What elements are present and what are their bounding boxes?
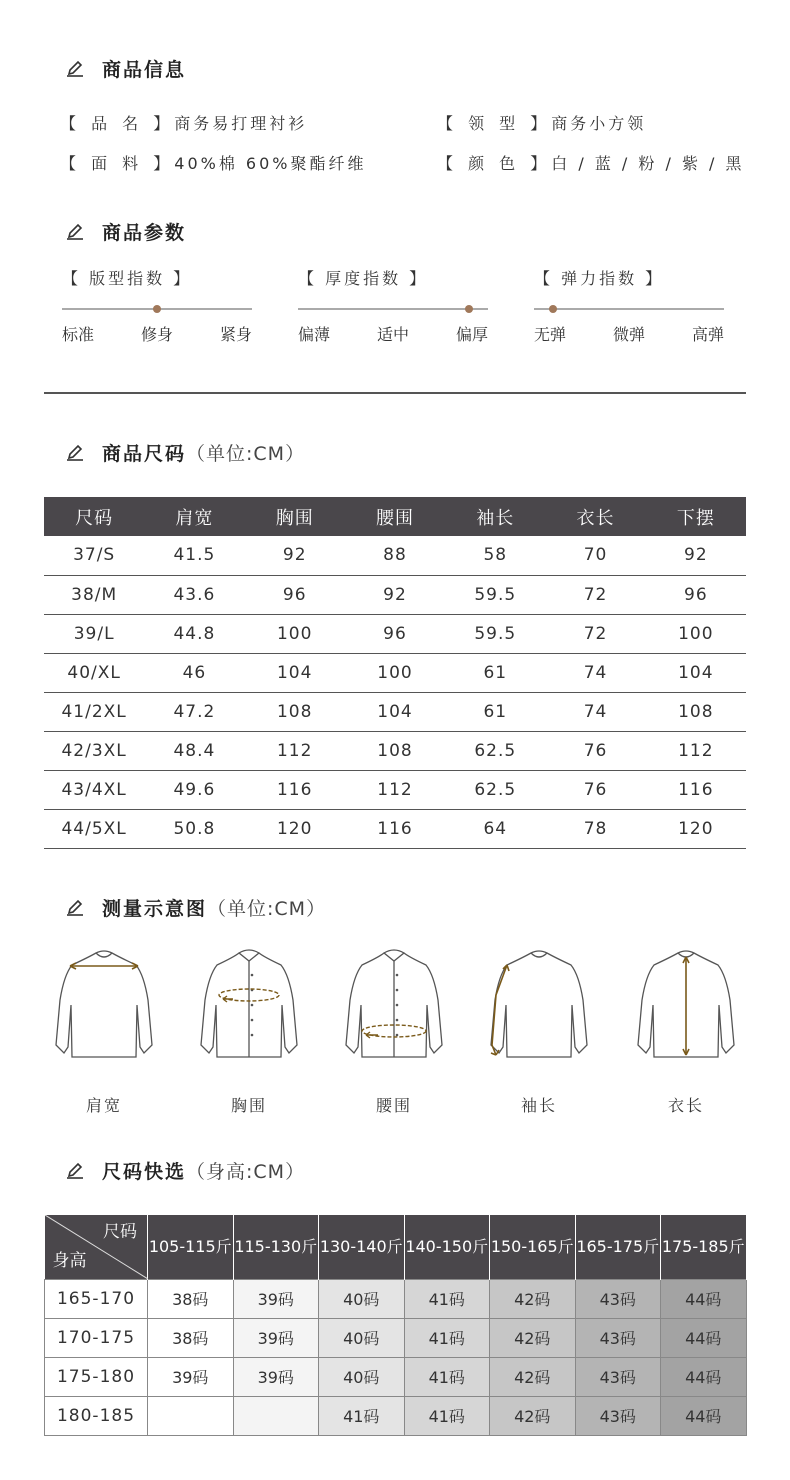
- table-cell: 43.6: [144, 575, 244, 614]
- quick-select-column-header: 150-165斤: [490, 1215, 576, 1279]
- size-cell: 40码: [319, 1318, 405, 1357]
- size-chart-header-row: [44, 497, 746, 536]
- table-row: [44, 575, 746, 614]
- size-chart-header-cell: 胸围: [245, 497, 345, 536]
- measure-figures: [44, 945, 746, 1125]
- info-color-value: 白 / 蓝 / 粉 / 紫 / 黑: [551, 154, 745, 173]
- size-cell: [148, 1396, 234, 1435]
- section-title-text: 商品尺码: [102, 442, 187, 465]
- table-cell: 116: [646, 770, 746, 809]
- table-cell: 43/4XL: [44, 770, 144, 809]
- info-collar: [437, 111, 646, 134]
- table-cell: 46: [144, 653, 244, 692]
- size-cell: 39码: [233, 1318, 319, 1357]
- section-title-product-info: [66, 53, 186, 83]
- figure-label: 袖长: [520, 1096, 557, 1115]
- section-title-params: [66, 216, 186, 246]
- section-title-text: 商品信息: [102, 58, 187, 81]
- size-cell: 42码: [490, 1396, 576, 1435]
- size-cell: 43码: [575, 1318, 661, 1357]
- param-label: 【 弹力指数 】: [534, 269, 665, 288]
- quick-select-column-header: 105-115斤: [148, 1215, 234, 1279]
- section-divider: [44, 392, 746, 394]
- table-cell: 120: [646, 809, 746, 848]
- table-cell: 112: [345, 770, 445, 809]
- size-chart-header-cell: 肩宽: [144, 497, 244, 536]
- table-row: [44, 614, 746, 653]
- info-name-value: 商务易打理衬衫: [174, 114, 308, 133]
- param-scale: [534, 308, 724, 310]
- size-cell: 44码: [661, 1318, 747, 1357]
- table-cell: 70: [545, 536, 645, 575]
- figure-length: [626, 945, 746, 1116]
- table-cell: 48.4: [144, 731, 244, 770]
- section-title-unit: （单位:CM）: [186, 442, 306, 465]
- table-cell: 74: [545, 653, 645, 692]
- param-option: 适中: [376, 325, 409, 344]
- table-row: [44, 731, 746, 770]
- table-cell: 100: [345, 653, 445, 692]
- table-cell: 116: [245, 770, 345, 809]
- size-chart-header-cell: 衣长: [545, 497, 645, 536]
- size-chart-header-cell: 腰围: [345, 497, 445, 536]
- section-title-text: 尺码快选: [102, 1160, 187, 1183]
- size-cell: 39码: [233, 1357, 319, 1396]
- table-cell: 44/5XL: [44, 809, 144, 848]
- param-option: 标准: [62, 325, 95, 344]
- table-cell: 76: [545, 731, 645, 770]
- pen-icon: [66, 222, 84, 240]
- param-scale: [298, 308, 488, 310]
- size-cell: 44码: [661, 1396, 747, 1435]
- height-range-cell: 165-170: [45, 1279, 148, 1318]
- height-range-cell: 175-180: [45, 1357, 148, 1396]
- shirt-back-shoulder-icon: [44, 945, 164, 1067]
- table-cell: 108: [345, 731, 445, 770]
- section-title-measure: [66, 892, 326, 922]
- param-indicator: [153, 305, 161, 313]
- info-name: [60, 111, 307, 134]
- section-title-quick-select: [66, 1155, 305, 1185]
- size-cell: 42码: [490, 1279, 576, 1318]
- table-cell: 100: [646, 614, 746, 653]
- info-fabric-value: 40%棉 60%聚酯纤维: [174, 154, 367, 173]
- height-range-cell: 180-185: [45, 1396, 148, 1435]
- table-cell: 74: [545, 692, 645, 731]
- pen-icon: [66, 443, 84, 461]
- size-cell: 42码: [490, 1318, 576, 1357]
- info-name-key: 【 品 名 】: [60, 114, 175, 133]
- table-cell: 116: [345, 809, 445, 848]
- table-cell: 72: [545, 575, 645, 614]
- param-label: 【 版型指数 】: [62, 269, 193, 288]
- table-cell: 108: [646, 692, 746, 731]
- table-cell: 37/S: [44, 536, 144, 575]
- table-cell: 72: [545, 614, 645, 653]
- figure-label: 胸围: [230, 1096, 267, 1115]
- quick-select-column-header: 115-130斤: [233, 1215, 319, 1279]
- section-title-unit: （单位:CM）: [207, 897, 327, 920]
- size-cell: [233, 1396, 319, 1435]
- table-cell: 61: [445, 692, 545, 731]
- size-chart-header-cell: 尺码: [44, 497, 144, 536]
- table-row: [44, 653, 746, 692]
- table-cell: 112: [646, 731, 746, 770]
- param-scale: [62, 308, 252, 310]
- size-cell: 44码: [661, 1357, 747, 1396]
- table-cell: 96: [345, 614, 445, 653]
- param-elasticity: [534, 266, 724, 345]
- table-cell: 42/3XL: [44, 731, 144, 770]
- shirt-back-length-icon: [626, 945, 746, 1067]
- corner-bottom-label: 身高: [52, 1250, 87, 1271]
- size-chart-header-cell: 下摆: [646, 497, 746, 536]
- quick-select-column-header: 130-140斤: [319, 1215, 405, 1279]
- figure-chest: [189, 945, 309, 1116]
- info-color-key: 【 颜 色 】: [437, 154, 552, 173]
- table-row: [45, 1396, 747, 1435]
- size-cell: 38码: [148, 1279, 234, 1318]
- size-cell: 44码: [661, 1279, 747, 1318]
- table-cell: 40/XL: [44, 653, 144, 692]
- pen-icon: [66, 898, 84, 916]
- size-cell: 43码: [575, 1357, 661, 1396]
- param-fit: [62, 266, 252, 345]
- corner-top-label: 尺码: [103, 1222, 137, 1242]
- table-cell: 58: [445, 536, 545, 575]
- table-row: [45, 1357, 747, 1396]
- size-cell: 38码: [148, 1318, 234, 1357]
- table-cell: 62.5: [445, 731, 545, 770]
- size-cell: 39码: [148, 1357, 234, 1396]
- param-label: 【 厚度指数 】: [298, 269, 429, 288]
- quick-select-table: [44, 1215, 747, 1436]
- pen-icon: [66, 59, 84, 77]
- shirt-front-chest-icon: [189, 945, 309, 1067]
- info-fabric-key: 【 面 料 】: [60, 154, 175, 173]
- height-range-cell: 170-175: [45, 1318, 148, 1357]
- figure-label: 肩宽: [85, 1096, 122, 1115]
- table-cell: 59.5: [445, 575, 545, 614]
- figure-shoulder: [44, 945, 164, 1116]
- table-cell: 96: [646, 575, 746, 614]
- table-cell: 76: [545, 770, 645, 809]
- info-collar-key: 【 领 型 】: [437, 114, 552, 133]
- section-title-size-chart: [66, 437, 305, 467]
- size-cell: 43码: [575, 1279, 661, 1318]
- figure-waist: [334, 945, 454, 1116]
- quick-select-column-header: 140-150斤: [404, 1215, 490, 1279]
- param-thickness: [298, 266, 488, 345]
- table-row: [45, 1318, 747, 1357]
- size-cell: 41码: [404, 1396, 490, 1435]
- table-row: [44, 809, 746, 848]
- shirt-back-sleeve-icon: [479, 945, 599, 1067]
- table-cell: 41.5: [144, 536, 244, 575]
- section-title-unit: （身高:CM）: [186, 1160, 306, 1183]
- size-cell: 39码: [233, 1279, 319, 1318]
- size-cell: 41码: [404, 1279, 490, 1318]
- table-cell: 108: [245, 692, 345, 731]
- figure-label: 腰围: [375, 1096, 412, 1115]
- shirt-front-waist-icon: [334, 945, 454, 1067]
- table-row: [44, 536, 746, 575]
- info-fabric: [60, 151, 366, 174]
- info-collar-value: 商务小方领: [551, 114, 647, 133]
- table-cell: 92: [245, 536, 345, 575]
- table-cell: 49.6: [144, 770, 244, 809]
- pen-icon: [66, 1161, 84, 1179]
- table-cell: 44.8: [144, 614, 244, 653]
- quick-select-header-row: [45, 1215, 747, 1279]
- table-cell: 61: [445, 653, 545, 692]
- table-cell: 62.5: [445, 770, 545, 809]
- table-cell: 96: [245, 575, 345, 614]
- size-chart-table: [44, 497, 746, 849]
- table-cell: 41/2XL: [44, 692, 144, 731]
- table-cell: 92: [646, 536, 746, 575]
- size-cell: 40码: [319, 1279, 405, 1318]
- table-cell: 88: [345, 536, 445, 575]
- param-option: 微弹: [612, 325, 645, 344]
- table-cell: 104: [646, 653, 746, 692]
- size-cell: 41码: [404, 1318, 490, 1357]
- table-cell: 112: [245, 731, 345, 770]
- info-color: [437, 151, 745, 174]
- quick-select-column-header: 165-175斤: [575, 1215, 661, 1279]
- param-option: 偏厚: [455, 325, 488, 344]
- table-row: [45, 1279, 747, 1318]
- table-cell: 104: [345, 692, 445, 731]
- size-cell: 41码: [404, 1357, 490, 1396]
- figure-label: 衣长: [667, 1096, 704, 1115]
- table-cell: 59.5: [445, 614, 545, 653]
- table-cell: 47.2: [144, 692, 244, 731]
- param-option: 紧身: [219, 325, 252, 344]
- quick-select-corner: [45, 1215, 148, 1279]
- size-cell: 40码: [319, 1357, 405, 1396]
- param-indicator: [549, 305, 557, 313]
- section-title-text: 测量示意图: [102, 897, 208, 920]
- size-cell: 42码: [490, 1357, 576, 1396]
- table-cell: 64: [445, 809, 545, 848]
- param-indicator: [465, 305, 473, 313]
- table-row: [44, 770, 746, 809]
- table-cell: 104: [245, 653, 345, 692]
- table-row: [44, 692, 746, 731]
- table-cell: 39/L: [44, 614, 144, 653]
- size-cell: 43码: [575, 1396, 661, 1435]
- table-cell: 120: [245, 809, 345, 848]
- table-cell: 92: [345, 575, 445, 614]
- param-option: 高弹: [691, 325, 724, 344]
- size-chart-header-cell: 袖长: [445, 497, 545, 536]
- table-cell: 38/M: [44, 575, 144, 614]
- table-cell: 78: [545, 809, 645, 848]
- section-title-text: 商品参数: [102, 221, 187, 244]
- size-cell: 41码: [319, 1396, 405, 1435]
- quick-select-column-header: 175-185斤: [661, 1215, 747, 1279]
- table-cell: 50.8: [144, 809, 244, 848]
- param-option: 修身: [140, 325, 173, 344]
- table-cell: 100: [245, 614, 345, 653]
- figure-sleeve: [479, 945, 599, 1116]
- param-option: 偏薄: [298, 325, 331, 344]
- param-option: 无弹: [534, 325, 567, 344]
